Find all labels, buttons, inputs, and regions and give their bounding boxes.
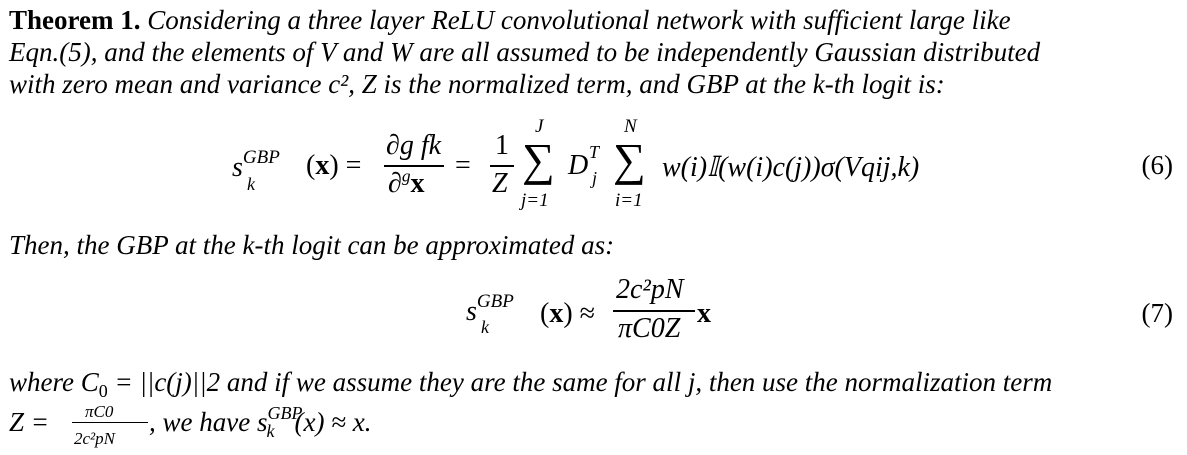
eq6-number: (6) [1141, 150, 1173, 180]
eq7-s: s [466, 296, 477, 327]
eq6-D-sub: j [592, 168, 598, 188]
eq6-body: w(i)𝕀(w(i)c(j))σ(Vqij,k) [662, 152, 920, 183]
theorem-line-3: with zero mean and variance c², Z is the normalized term, and GBP at the k-th logit is: [9, 69, 945, 99]
eq6-s: s [232, 152, 243, 183]
eq6-sum2-bot: i=1 [615, 190, 643, 211]
eq7-frac-num: 2c²pN [616, 274, 684, 305]
z-tail-2: (x) ≈ x. [294, 407, 372, 437]
eq6-sum2-top: N [624, 116, 637, 137]
eq7-frac-bar [613, 310, 695, 312]
eq6-frac1-den: ∂$^g$x [388, 166, 425, 199]
sum2-icon: ∑ [613, 134, 646, 185]
eq6-frac2-den: Z [492, 168, 508, 199]
equation-7 [0, 270, 1187, 356]
eq6-sum1-bot: j=1 [521, 190, 549, 211]
sum1-icon: ∑ [522, 134, 555, 185]
eq6-sup: GBP [242, 147, 280, 168]
theorem-label: Theorem 1. [9, 5, 141, 35]
eq6-frac2-bar [490, 165, 514, 167]
eq6-D-sup: T [589, 142, 600, 162]
eq7-sup: GBP [476, 291, 514, 312]
then-line: Then, the GBP at the k-th logit can be approximated as: [9, 230, 615, 260]
theorem-line-2: Eqn.(5), and the elements of V and W are all assumed to be independently Gaussian distributed [9, 37, 1041, 67]
equation-6 [0, 118, 1187, 214]
z-tail-1: , we have s [149, 407, 268, 437]
eq7-arg: (x) ≈ [540, 298, 596, 329]
eq7-rhs: x [697, 298, 711, 329]
where-line: where $C_0 = ||c(j)||2$ and if we assume they are the same for all j, then use the normalization term [9, 367, 1053, 401]
theorem-text-1: Considering a three layer ReLU convolutional network with sufficient large like [147, 5, 1011, 35]
z-num: πC0 [85, 402, 114, 421]
eq6-frac1-num: ∂g fk [386, 130, 442, 161]
eq6-arg: (x) = [306, 150, 362, 181]
eq6-sum1-top: J [535, 116, 544, 137]
eq6-sub: k [247, 174, 255, 194]
eq6-frac2-num: 1 [495, 130, 509, 161]
eq7-frac-den: πC0Z [618, 313, 681, 344]
eq6-lhs [232, 147, 280, 184]
eq6-frac1-bar [384, 165, 444, 167]
z-line [9, 402, 1177, 448]
eq7-sub: k [481, 317, 489, 337]
z-lhs: Z = [9, 407, 49, 437]
z-tail: , we have $s^{GBP}_k$ (x) ≈ x. [149, 403, 372, 441]
theorem-paragraph [9, 4, 1177, 100]
where-text-2: = ||c(j)||2 and if we assume they are the same for all j, then use the normalization term [114, 367, 1053, 397]
eq6-equals: = [455, 150, 471, 181]
eq7-lhs [466, 291, 514, 328]
z-den: 2c²pN [74, 429, 115, 448]
theorem-line-1 [9, 4, 1177, 36]
eq6-D: D [568, 150, 589, 181]
eq7-number: (7) [1141, 298, 1173, 328]
where-text-1: where C [9, 367, 99, 397]
